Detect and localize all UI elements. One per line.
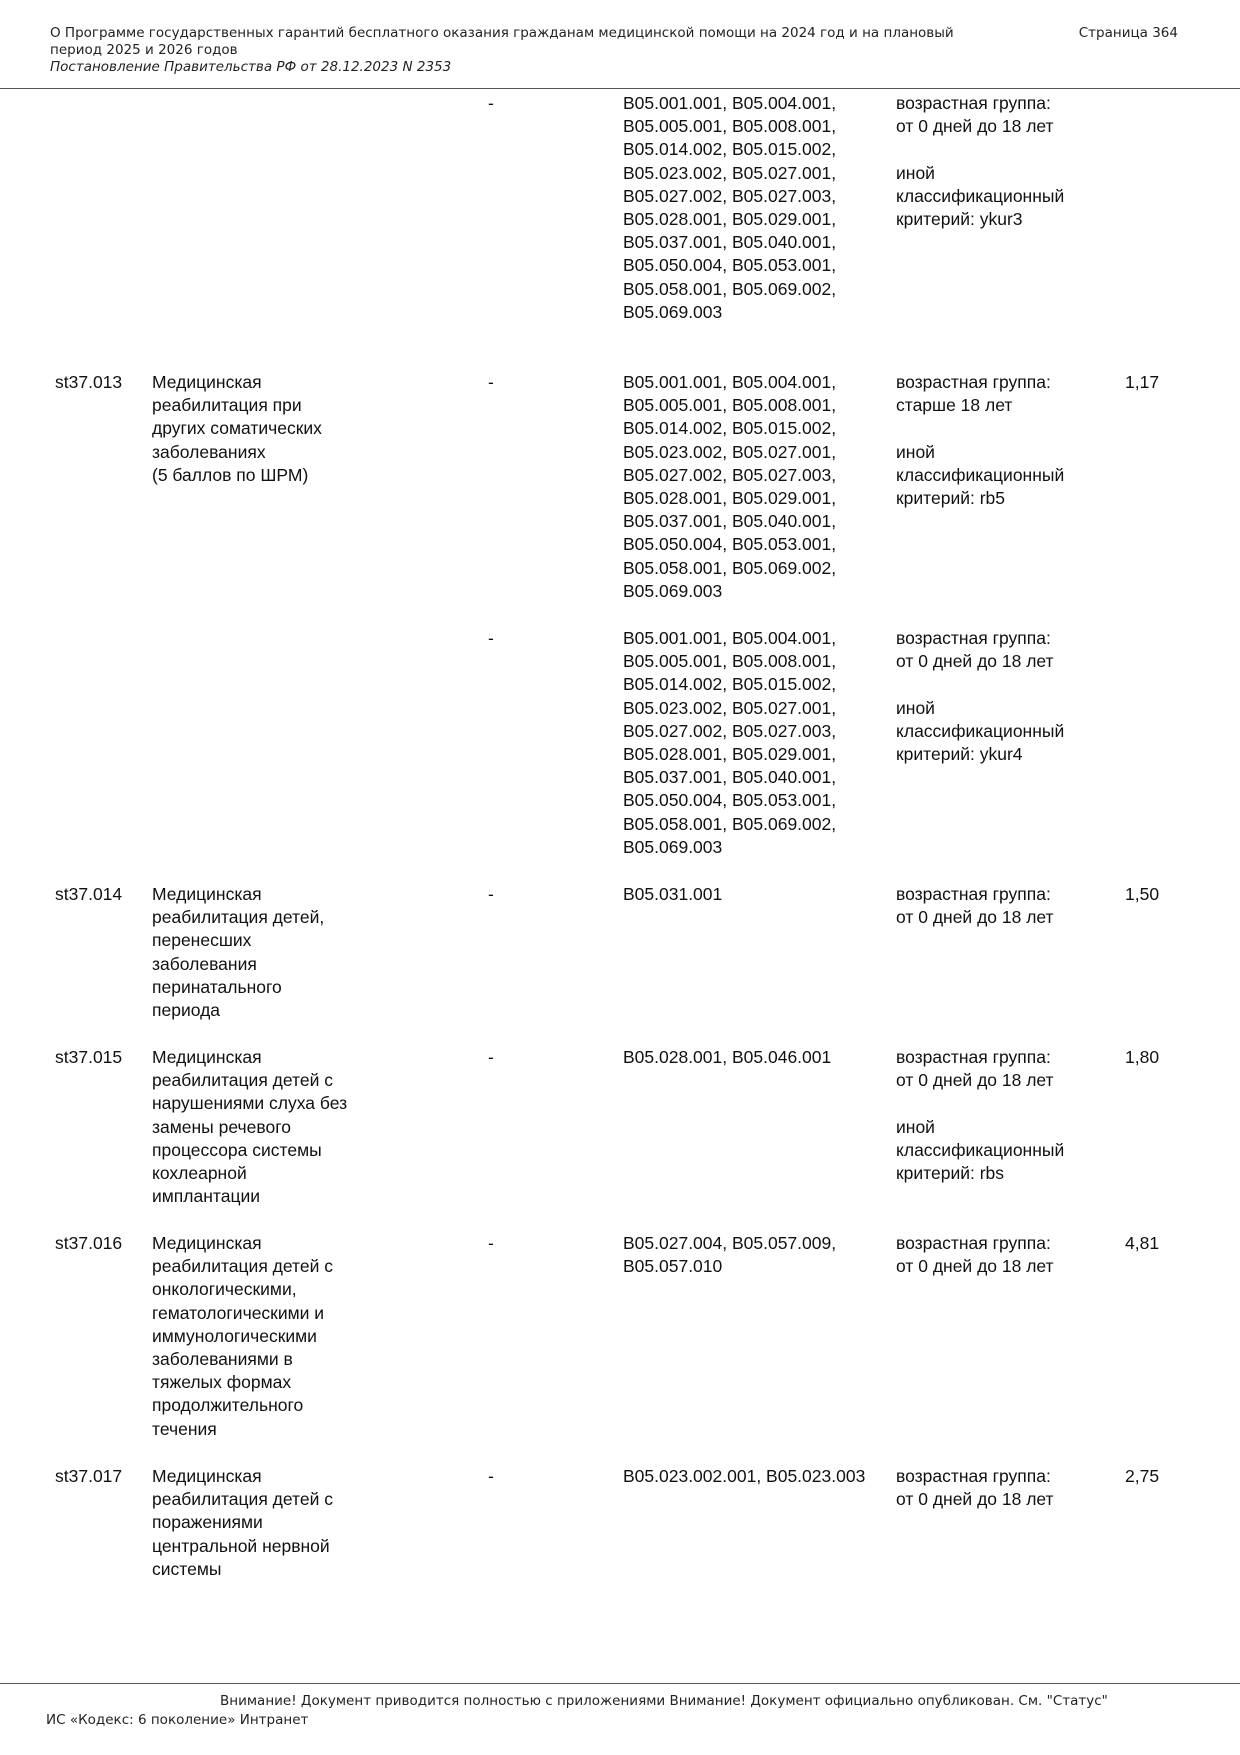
row-coef: 1,80: [1125, 1047, 1160, 1067]
row-name: Медицинская реабилитация детей с нарушениями слуха без замены речевого процессора системы кохлеарной имплантации: [152, 1047, 348, 1207]
row-name: Медицинская реабилитация при других соматических заболеваниях (5 баллов по ШРМ): [152, 372, 322, 485]
row-criteria: возрастная группа: старше 18 лет иной классификационный критерий: rb5: [896, 372, 1065, 509]
footer-divider: [0, 1683, 1240, 1684]
row-name: Медицинская реабилитация детей с онкологическими, гематологическими и иммунологическими заболеваниями в тяжелых формах продолжительного течения: [152, 1233, 333, 1439]
row-dash: -: [488, 884, 494, 904]
header-title-line2: период 2025 и 2026 годов: [50, 42, 238, 58]
row-services: B05.001.001, B05.004.001, B05.005.001, B05.008.001, B05.014.002, B05.015.002, B05.023.002, B05.027.001, B05.027.002, B05.027.003, B05.028.001, B05.029.001, B05.037.001, B05.040.001, B05.050.004, B05.053.001, B05.058.001, B05.069.002, B05.069.003: [623, 628, 837, 857]
row-code: st37.015: [55, 1047, 123, 1067]
row-name: Медицинская реабилитация детей с поражениями центральной нервной системы: [152, 1466, 333, 1579]
document-header: [50, 25, 1040, 76]
row-dash: -: [488, 628, 494, 648]
row-dash: -: [488, 1233, 494, 1253]
row-code: st37.017: [55, 1466, 123, 1486]
row-services: B05.023.002.001, B05.023.003: [623, 1466, 866, 1486]
row-services: B05.028.001, B05.046.001: [623, 1047, 832, 1067]
row-code: st37.014: [55, 884, 123, 904]
row-name: Медицинская реабилитация детей, перенесших заболевания перинатального периода: [152, 884, 325, 1021]
row-criteria: возрастная группа: от 0 дней до 18 лет: [896, 1466, 1054, 1510]
row-coef: 1,50: [1125, 884, 1160, 904]
row-services: B05.027.004, B05.057.009, B05.057.010: [623, 1233, 837, 1277]
row-criteria: возрастная группа: от 0 дней до 18 лет иной классификационный критерий: rbs: [896, 1047, 1065, 1184]
footer-system: ИС «Кодекс: 6 поколение» Интранет: [46, 1712, 309, 1728]
row-criteria: возрастная группа: от 0 дней до 18 лет иной классификационный критерий: ykur4: [896, 628, 1065, 765]
row-coef: 4,81: [1125, 1233, 1160, 1253]
row-dash: -: [488, 372, 494, 392]
row-criteria: возрастная группа: от 0 дней до 18 лет: [896, 1233, 1054, 1277]
row-dash: -: [488, 1466, 494, 1486]
row-services: B05.001.001, B05.004.001, B05.005.001, B05.008.001, B05.014.002, B05.015.002, B05.023.002, B05.027.001, B05.027.002, B05.027.003, B05.028.001, B05.029.001, B05.037.001, B05.040.001, B05.050.004, B05.053.001, B05.058.001, B05.069.002, B05.069.003: [623, 372, 837, 601]
row-services: B05.001.001, B05.004.001, B05.005.001, B05.008.001, B05.014.002, B05.015.002, B05.023.002, B05.027.001, B05.027.002, B05.027.003, B05.028.001, B05.029.001, B05.037.001, B05.040.001, B05.050.004, B05.053.001, B05.058.001, B05.069.002, B05.069.003: [623, 93, 837, 322]
row-code: st37.016: [55, 1233, 123, 1253]
footer-notice: Внимание! Документ приводится полностью с приложениями Внимание! Документ официально опубликован. См. "Статус": [220, 1693, 1108, 1709]
row-criteria: возрастная группа: от 0 дней до 18 лет: [896, 884, 1054, 928]
row-code: st37.013: [55, 372, 123, 392]
header-divider: [0, 88, 1240, 89]
page-number: Страница 364: [1078, 25, 1178, 41]
row-coef: 2,75: [1125, 1466, 1160, 1486]
header-subtitle: Постановление Правительства РФ от 28.12.2023 N 2353: [50, 59, 452, 75]
row-criteria: возрастная группа: от 0 дней до 18 лет иной классификационный критерий: ykur3: [896, 93, 1065, 230]
row-dash: -: [488, 93, 494, 113]
header-title-line1: О Программе государственных гарантий бесплатного оказания гражданам медицинской помощи на 2024 год и на плановый: [50, 25, 954, 41]
row-services: B05.031.001: [623, 884, 723, 904]
row-coef: 1,17: [1125, 372, 1160, 392]
row-dash: -: [488, 1047, 494, 1067]
